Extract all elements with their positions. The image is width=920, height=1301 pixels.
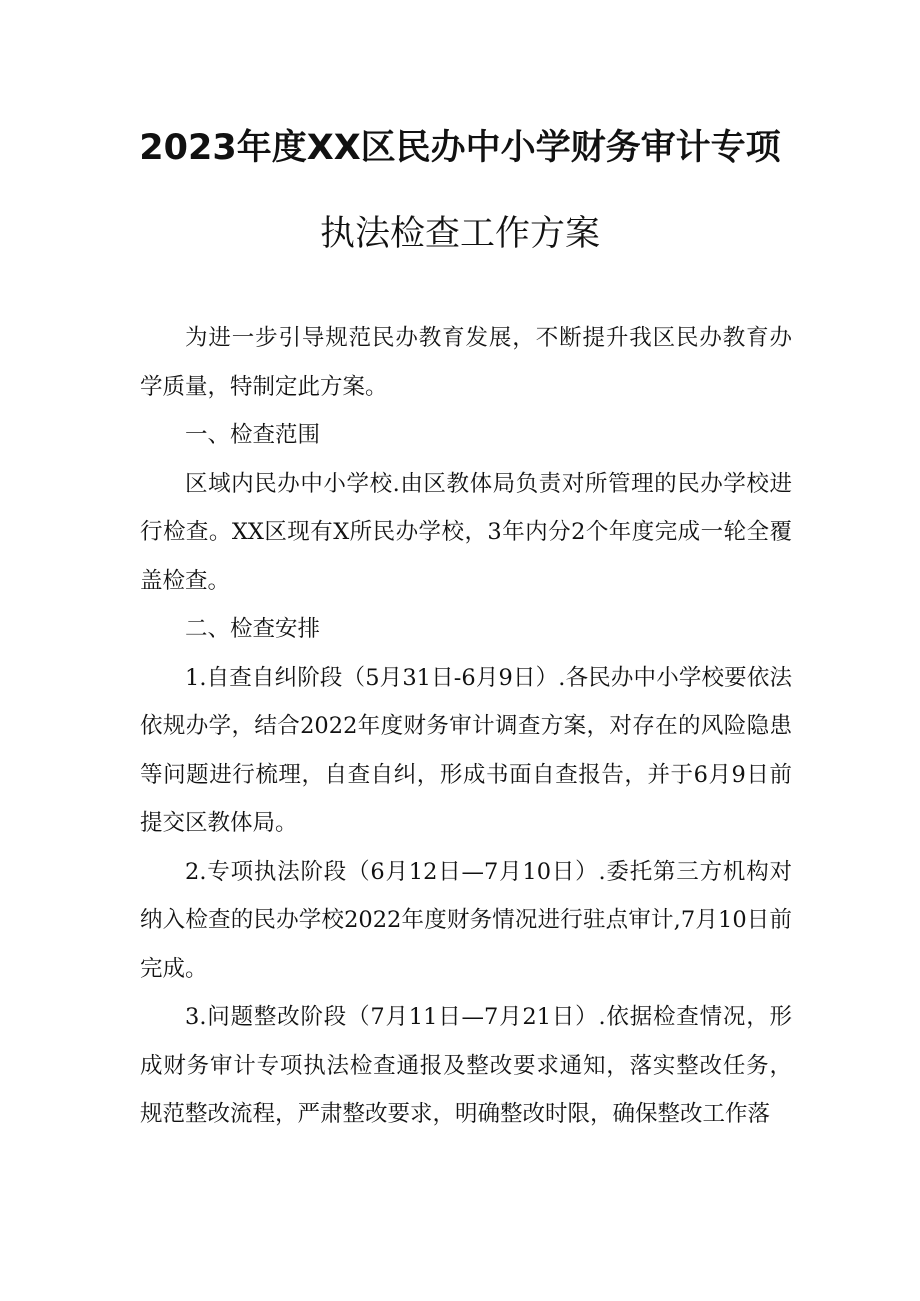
paragraph-phase-3: 3.问题整改阶段（7月11日—7月21日）.依据检查情况，形成财务审计专项执法检查通报及整改要求通知，落实整改任务，规范整改流程，严肃整改要求，明确整改时限，确保整改工作落 xyxy=(140,1004,792,1127)
paragraph-intro: 为进一步引导规范民办教育发展，不断提升我区民办教育办学质量，特制定此方案。 xyxy=(140,325,792,400)
paragraph-phase-1: 1.自查自纠阶段（5月31日-6月9日）.各民办中小学校要依法依规办学，结合2022年度财务审计调查方案，对存在的风险隐患等问题进行梳理，自查自纠，形成书面自查报告，并于6月9日前提交区教体局。 xyxy=(140,664,792,836)
document-title-line-2: 执法检查工作方案 xyxy=(319,214,600,254)
paragraph-phase-2: 2.专项执法阶段（6月12日—7月10日）.委托第三方机构对纳入检查的民办学校2022年度财务情况进行驻点审计,7月10日前完成。 xyxy=(140,858,792,982)
section-heading-scope: 一、检查范围 xyxy=(185,422,321,448)
section-heading-arrangement: 二、检查安排 xyxy=(185,616,321,642)
paragraph-scope: 区域内民办中小学校.由区教体局负责对所管理的民办学校进行检查。XX区现有X所民办学校，3年内分2个年度完成一轮全覆盖检查。 xyxy=(140,470,792,594)
document-title-line-1: 2023年度XX区民办中小学财务审计专项 xyxy=(139,128,781,168)
document-body xyxy=(140,314,792,1139)
